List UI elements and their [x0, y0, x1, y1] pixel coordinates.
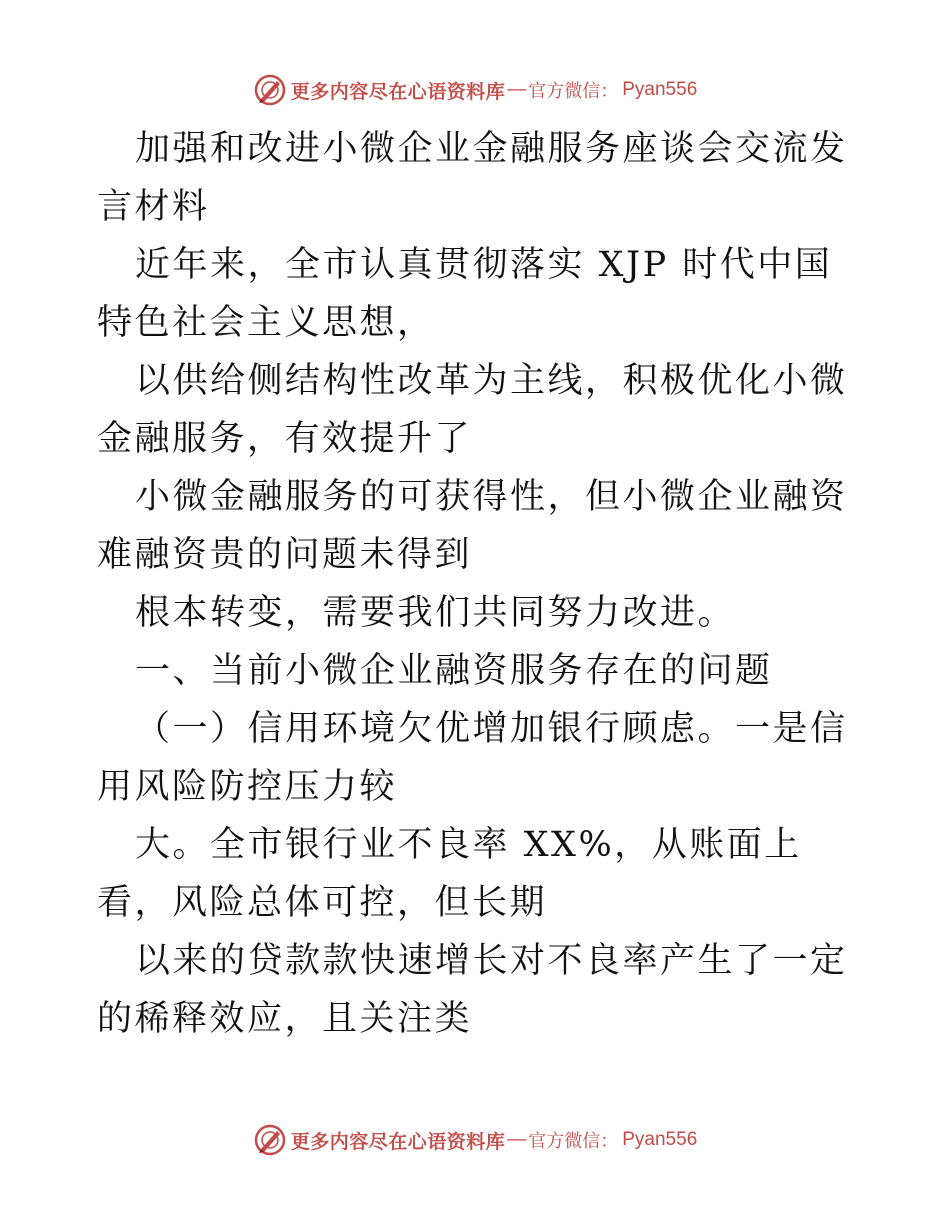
paragraph: 近年来，全市认真贯彻落实 XJP 时代中国特色社会主义思想， — [97, 245, 833, 343]
footer-wechat-label: 官方微信： — [528, 1131, 619, 1152]
document-body — [97, 120, 857, 1048]
header-site-text: 更多内容尽在心语资料库 — [290, 80, 506, 103]
header-separator: — — [507, 79, 527, 100]
footer-site-text: 更多内容尽在心语资料库 — [290, 1130, 506, 1153]
footer-wechat-id: Pyan556 — [622, 1129, 698, 1150]
paragraph: 根本转变，需要我们共同努力改进。 — [135, 593, 736, 633]
header-wechat-label: 官方微信： — [528, 81, 619, 102]
paragraph: 以来的贷款款快速增长对不良率产生了一定的稀释效应，且关注类 — [97, 941, 848, 1039]
paragraph: （一）信用环境欠优增加银行顾虑。一是信用风险防控压力较 — [97, 709, 848, 807]
header-wechat-id: Pyan556 — [622, 79, 698, 100]
paragraph: 小微金融服务的可获得性，但小微企业融资难融资贵的问题未得到 — [97, 477, 848, 575]
paragraph: 以供给侧结构性改革为主线，积极优化小微金融服务，有效提升了 — [97, 361, 848, 459]
pen-logo-icon — [253, 73, 287, 107]
pen-logo-icon — [253, 1123, 287, 1157]
document-title: 加强和改进小微企业金融服务座谈会交流发言材料 — [97, 129, 848, 227]
section-heading: 一、当前小微企业融资服务存在的问题 — [135, 651, 773, 691]
paragraph: 大。全市银行业不良率 XX%，从账面上看，风险总体可控，但长期 — [97, 825, 802, 923]
footer-banner — [0, 1120, 950, 1160]
header-banner — [0, 70, 950, 110]
footer-separator: — — [507, 1129, 527, 1150]
